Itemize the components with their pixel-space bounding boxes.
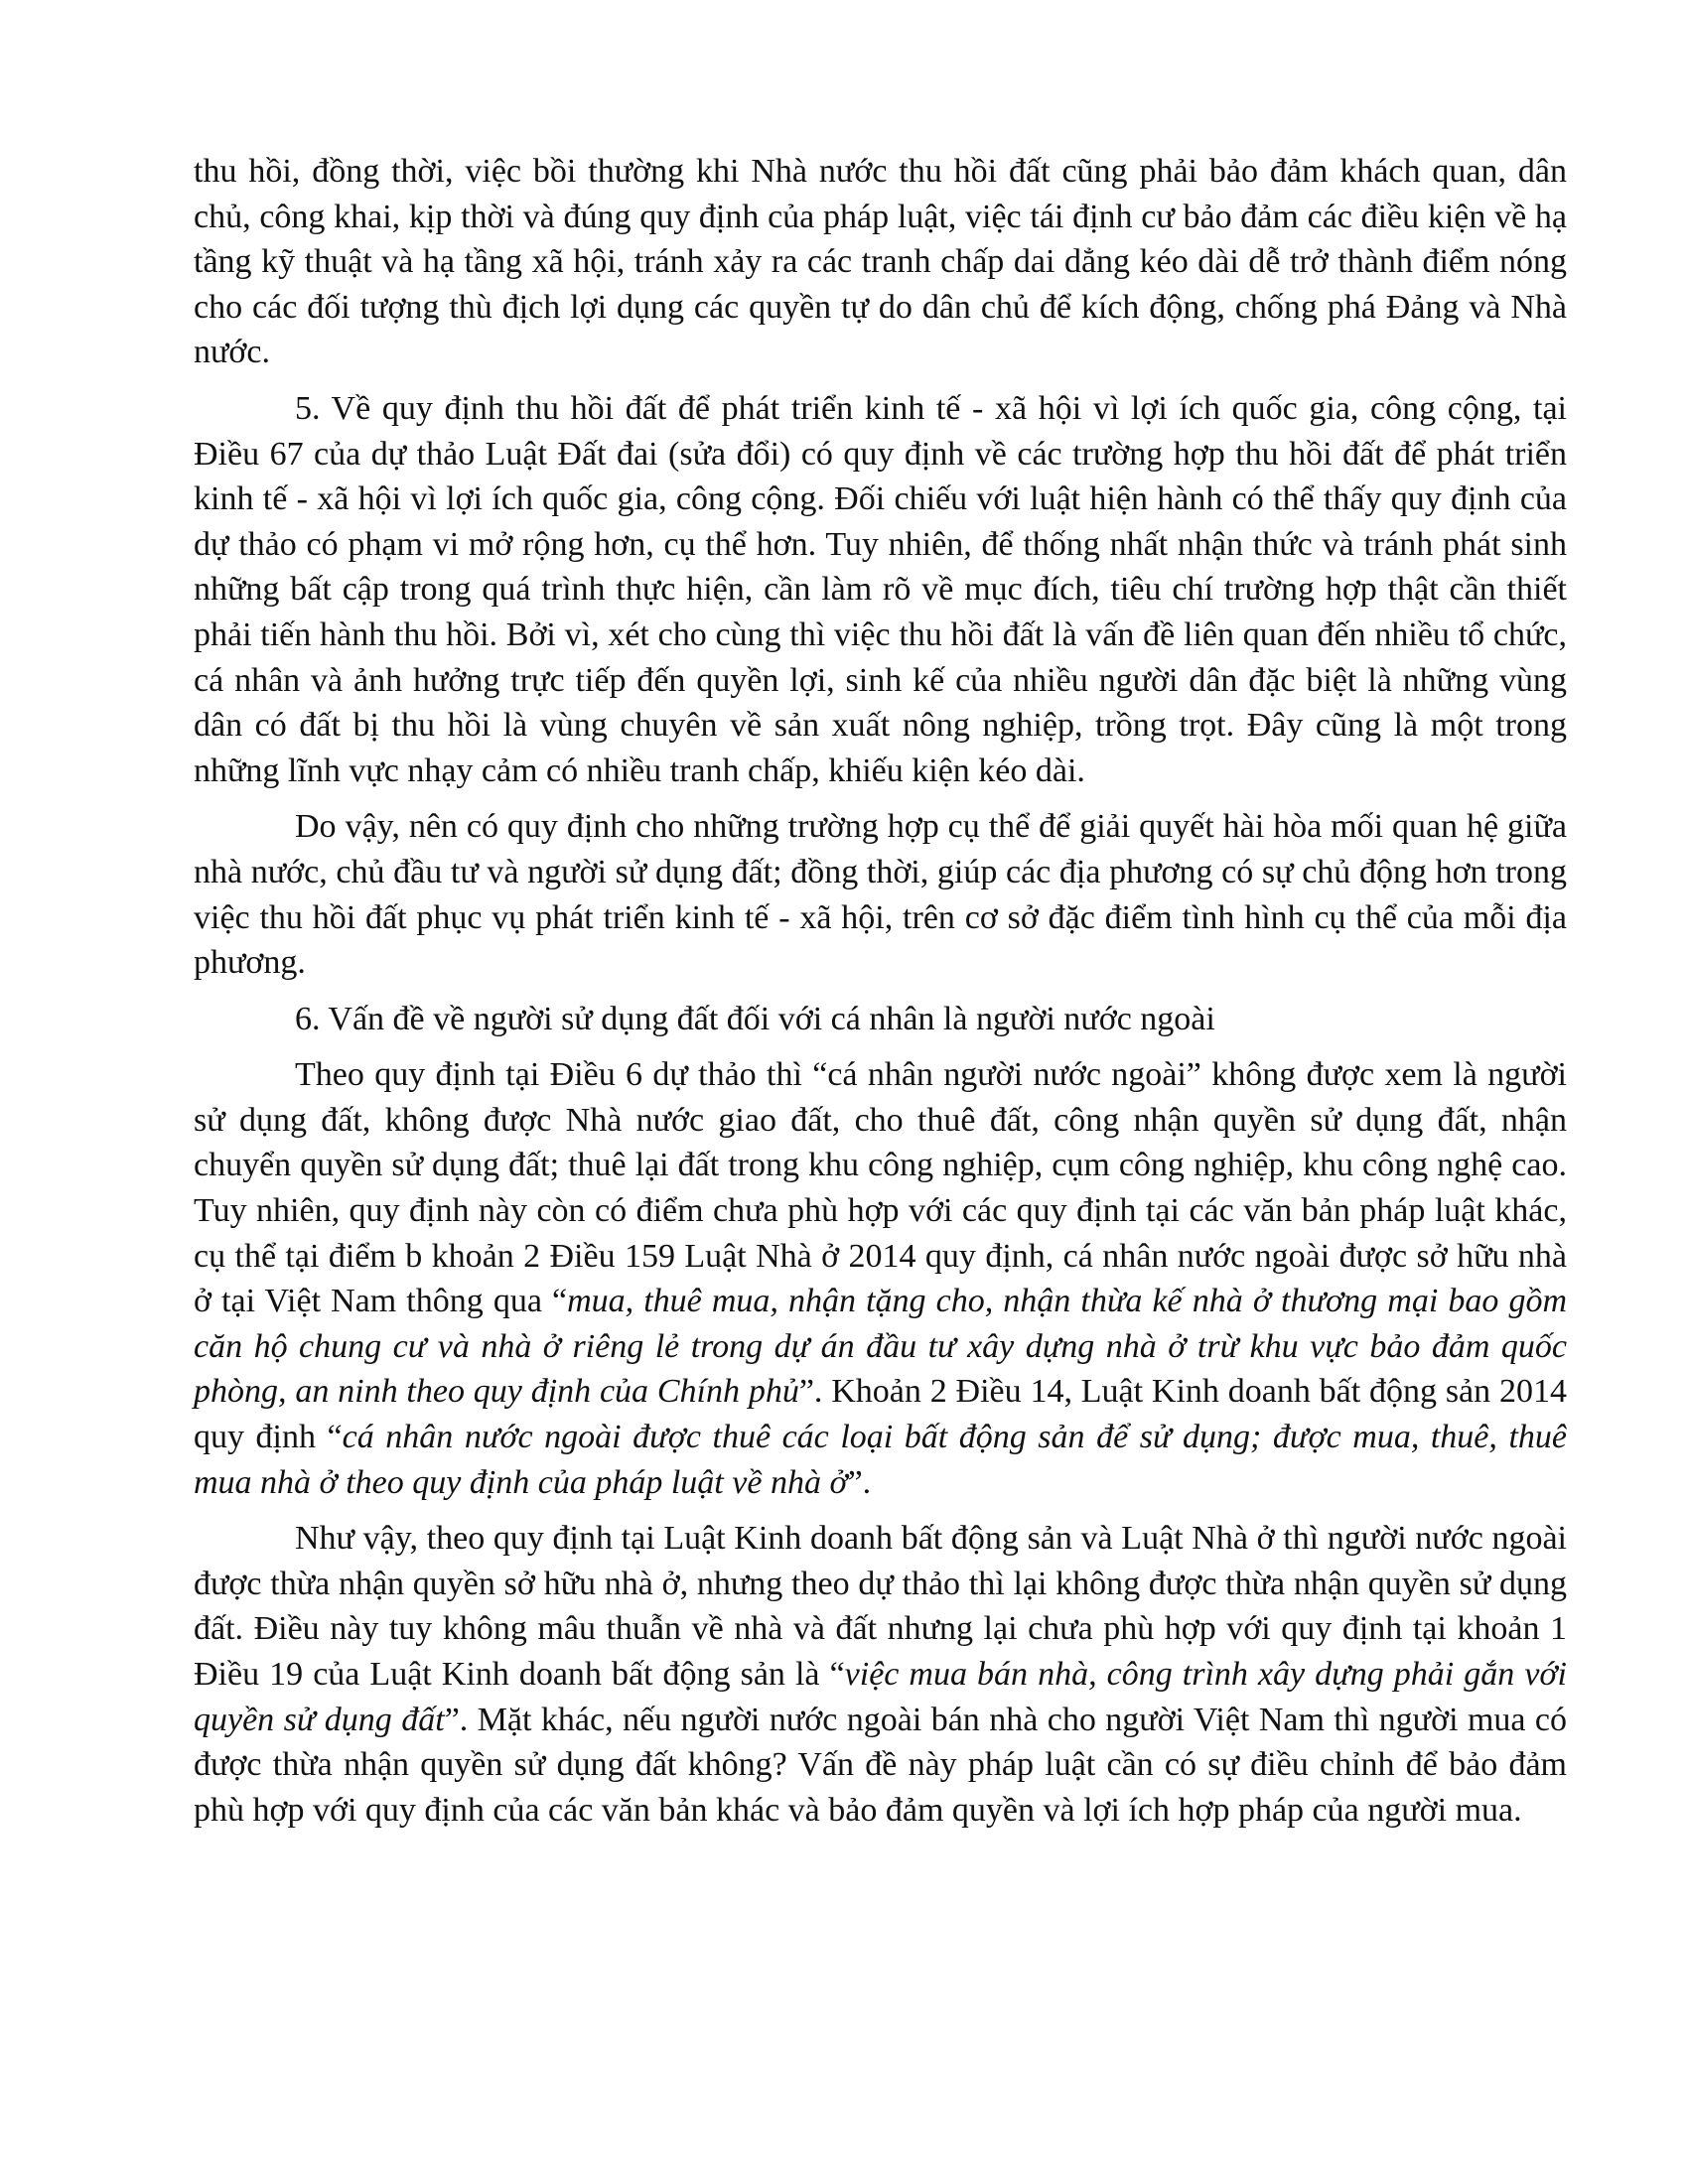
paragraph-text: ”.	[847, 1463, 872, 1501]
quote-real-estate-law: cá nhân nước ngoài được thuê các loại bất động sản để sử dụng; được mua, thuê, thuê mua nhà ở theo quy định của pháp luật về nhà ở	[194, 1419, 1567, 1501]
paragraph-analysis	[194, 1516, 1567, 1833]
quote-housing-law: mua, thuê mua, nhận tặng cho, nhận thừa kế nhà ở thương mại bao gồm căn hộ chung cư và nhà ở riêng lẻ trong dự án đầu tư xây dựng nhà ở trừ khu vực bảo đảm quốc phòng, an ninh theo quy định của Chính phủ	[194, 1283, 1567, 1411]
paragraph-text: thu hồi, đồng thời, việc bồi thường khi Nhà nước thu hồi đất cũng phải bảo đảm khách quan, dân chủ, công khai, kịp thời và đúng quy định của pháp luật, việc tái định cư bảo đảm các điều kiện về hạ tầng kỹ thuật và hạ tầng xã hội, tránh xảy ra các tranh chấp dai dẳng kéo dài dễ trở thành điểm nóng cho các đối tượng thù địch lợi dụng các quyền tự do dân chủ để kích động, chống phá Đảng và Nhà nước.	[194, 153, 1567, 371]
paragraph-continuation	[194, 149, 1567, 375]
paragraph-text: ”. Khoản 2 Điều 14, Luật Kinh doanh bất động sản 2014 quy định “	[194, 1373, 1567, 1456]
paragraph-conclusion-5	[194, 804, 1567, 985]
paragraph-text: ”. Mặt khác, nếu người nước ngoài bán nhà cho người Việt Nam thì người mua có được thừa nhận quyền sử dụng đất không? Vấn đề này pháp luật cần có sự điều chỉnh để bảo đảm phù hợp với quy định của các văn bản khác và bảo đảm quyền và lợi ích hợp pháp của người mua.	[194, 1701, 1567, 1829]
heading-text: 6. Vấn đề về người sử dụng đất đối với cá nhân là người nước ngoài	[295, 1000, 1215, 1037]
paragraph-section-6	[194, 1052, 1567, 1505]
paragraph-section-5	[194, 386, 1567, 793]
document-page	[194, 149, 1567, 1843]
paragraph-text: 5. Về quy định thu hồi đất để phát triển kinh tế - xã hội vì lợi ích quốc gia, công cộng, tại Điều 67 của dự thảo Luật Đất đai (sửa đổi) có quy định về các trường hợp thu hồi đất để phát triển kinh tế - xã hội vì lợi ích quốc gia, công cộng. Đối chiếu với luật hiện hành có thể thấy quy định của dự thảo có phạm vi mở rộng hơn, cụ thể hơn. Tuy nhiên, để thống nhất nhận thức và tránh phát sinh những bất cập trong quá trình thực hiện, cần làm rõ về mục đích, tiêu chí trường hợp thật cần thiết phải tiến hành thu hồi. Bởi vì, xét cho cùng thì việc thu hồi đất là vấn đề liên quan đến nhiều tổ chức, cá nhân và ảnh hưởng trực tiếp đến quyền lợi, sinh kế của nhiều người dân đặc biệt là những vùng dân có đất bị thu hồi là vùng chuyên về sản xuất nông nghiệp, trồng trọt. Đây cũng là một trong những lĩnh vực nhạy cảm có nhiều tranh chấp, khiếu kiện kéo dài.	[194, 389, 1567, 789]
paragraph-text: Do vậy, nên có quy định cho những trường hợp cụ thể để giải quyết hài hòa mối quan hệ giữa nhà nước, chủ đầu tư và người sử dụng đất; đồng thời, giúp các địa phương có sự chủ động hơn trong việc thu hồi đất phục vụ phát triển kinh tế - xã hội, trên cơ sở đặc điểm tình hình cụ thể của mỗi địa phương.	[194, 808, 1567, 982]
paragraph-text: Như vậy, theo quy định tại Luật Kinh doanh bất động sản và Luật Nhà ở thì người nước ngoài được thừa nhận quyền sở hữu nhà ở, nhưng theo dự thảo thì lại không được thừa nhận quyền sử dụng đất. Điều này tuy không mâu thuẫn về nhà và đất nhưng lại chưa phù hợp với quy định tại khoản 1 Điều 19 của Luật Kinh doanh bất động sản là “	[194, 1520, 1567, 1693]
section-heading-6	[194, 997, 1567, 1042]
quote-article-19: việc mua bán nhà, công trình xây dựng phải gắn với quyền sử dụng đất	[194, 1656, 1567, 1738]
paragraph-text: Theo quy định tại Điều 6 dự thảo thì “cá nhân người nước ngoài” không được xem là người sử dụng đất, không được Nhà nước giao đất, cho thuê đất, công nhận quyền sử dụng đất, nhận chuyển quyền sử dụng đất; thuê lại đất trong khu công nghiệp, cụm công nghiệp, khu công nghệ cao. Tuy nhiên, quy định này còn có điểm chưa phù hợp với các quy định tại các văn bản pháp luật khác, cụ thể tại điểm b khoản 2 Điều 159 Luật Nhà ở 2014 quy định, cá nhân nước ngoài được sở hữu nhà ở tại Việt Nam thông qua “	[194, 1056, 1567, 1320]
